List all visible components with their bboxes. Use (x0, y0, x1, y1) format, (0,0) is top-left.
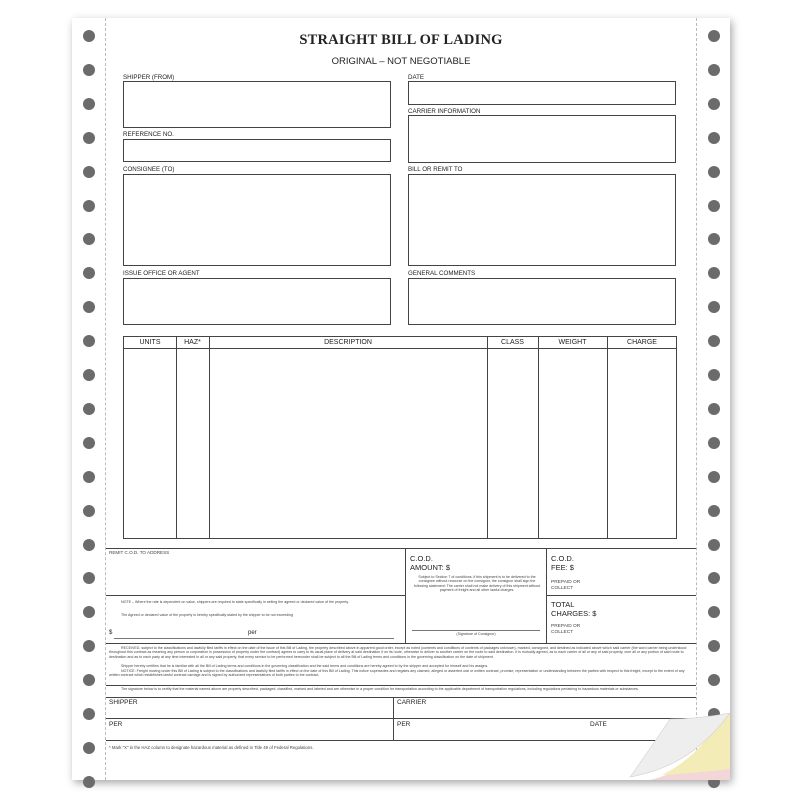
tractor-hole (83, 267, 95, 279)
tractor-hole (708, 437, 720, 449)
consignor-signature-line[interactable] (412, 630, 540, 631)
tractor-hole (83, 640, 95, 652)
received-text: RECEIVED, subject to the classifications and lawfully filed tariffs in effect on the date of the issue of this Bill of Lading, the property described above in apparent good order, except as noted (contents and conditions of contents of packages unknown), marked, consigned, and destined as indicated above which said carrier (the word carrier being understood throughout this contract as meaning any person or corporation in possession of property under the contract) agrees to carry to its usual place of delivery at said destination if on its route, otherwise to deliver to another carrier on the route to said destination. It is mutually agreed, as to each carrier of all or any of said property, over all or any portion of said route to destination and as to each party at any time interested in all or any said property, that every service to be performed hereunder shall be subject to all the Bill of Lading terms and conditions in the governing classification on the date of shipment. (109, 646, 687, 659)
collect-label-2: COLLECT (551, 630, 574, 635)
date-signature-label: DATE (590, 721, 607, 728)
tractor-hole (708, 166, 720, 178)
form-subtitle: ORIGINAL – NOT NEGOTIABLE (331, 56, 471, 67)
tractor-hole (708, 98, 720, 110)
note-agreed-text: The Agreed or declared value of the property is hereby specifically stated by the shipper to be not exceeding (121, 613, 294, 617)
date-label: DATE (408, 74, 425, 81)
tractor-hole (708, 369, 720, 381)
fee-bottom-rule (546, 595, 696, 596)
tractor-hole (83, 98, 95, 110)
consignor-signature-label: (Signature of Consignor) (456, 632, 496, 636)
signature-top-rule (106, 697, 696, 698)
cod-divider-1 (405, 548, 406, 643)
issue-office-label: ISSUE OFFICE OR AGENT (123, 270, 200, 277)
tractor-hole (708, 267, 720, 279)
cod-amount-label: AMOUNT: $ (410, 563, 451, 572)
carrier-info-label: CARRIER INFORMATION (408, 108, 481, 115)
table-header-rule (124, 348, 676, 349)
reference-field[interactable] (123, 139, 391, 162)
shipper-label: SHIPPER (FROM) (123, 74, 175, 81)
bill-remit-field[interactable] (408, 174, 676, 266)
tractor-hole (708, 539, 720, 551)
tractor-hole (83, 471, 95, 483)
reference-label: REFERENCE NO. (123, 131, 174, 138)
section7-text: Subject to Section 7 of conditions, if this shipment is to be delivered to the consignee without recourse on the consignor, the consignor shall sign the following statement: The carrier shall not make delivery of this shipment without payment of freight and all other lawful charges. (413, 575, 541, 593)
received-top-rule (106, 643, 696, 644)
tractor-hole (708, 606, 720, 618)
shipper-field[interactable] (123, 81, 391, 128)
prepaid-or-label-2: PREPAID OR (551, 624, 581, 629)
tractor-hole (83, 200, 95, 212)
signature-mid-rule (106, 718, 696, 719)
collect-label: COLLECT (551, 586, 574, 591)
col-divider (176, 337, 177, 538)
tractor-hole (83, 403, 95, 415)
consignee-field[interactable] (123, 174, 391, 266)
col-divider (209, 337, 210, 538)
col-divider (487, 337, 488, 538)
tractor-hole (708, 301, 720, 313)
col-divider (607, 337, 608, 538)
value-per-label: per (248, 630, 257, 636)
cod-top-rule (106, 548, 696, 549)
tractor-hole (708, 233, 720, 245)
tractor-hole (83, 776, 95, 788)
tractor-hole (708, 471, 720, 483)
tractor-strip-right (696, 18, 730, 780)
tractor-hole (83, 132, 95, 144)
col-divider (538, 337, 539, 538)
tractor-hole (708, 572, 720, 584)
tractor-hole (83, 539, 95, 551)
bill-of-lading-sheet (72, 18, 730, 780)
value-dollar-label: $ (109, 630, 113, 636)
col-header-units: UNITS (139, 339, 161, 346)
tractor-hole (83, 505, 95, 517)
tractor-hole (83, 335, 95, 347)
cod-fee-label: C.O.D. (551, 554, 574, 563)
prepaid-or-label: PREPAID OR (551, 580, 581, 585)
issue-office-field[interactable] (123, 278, 391, 325)
carrier-signature-label: CARRIER (397, 699, 427, 706)
col-header-class: CLASS (501, 339, 524, 346)
shipper-certifies-text: Shipper hereby certifies that he is familiar with all the Bill of Lading terms and conditions in the governing classification and the said terms and conditions are hereby agreed to by the shipper and accepted for himself and his assigns. (121, 664, 489, 668)
tractor-hole (83, 674, 95, 686)
tractor-hole (83, 606, 95, 618)
page-curl-copies (628, 713, 730, 780)
tractor-hole (708, 505, 720, 517)
signature-bottom-rule (106, 740, 696, 741)
form-title: STRAIGHT BILL OF LADING (299, 32, 503, 48)
tractor-hole (708, 132, 720, 144)
total-charges-label: CHARGES: $ (551, 609, 597, 618)
tractor-hole (83, 369, 95, 381)
bill-remit-label: BILL OR REMIT TO (408, 166, 463, 173)
col-header-weight: WEIGHT (558, 339, 587, 346)
per-carrier-label: PER (397, 721, 411, 728)
tractor-hole (83, 301, 95, 313)
tractor-hole (83, 708, 95, 720)
tractor-hole (708, 674, 720, 686)
tractor-hole (83, 742, 95, 754)
notice-text: NOTICE: Freight moving under this Bill of Lading is subject to the classifications and lawfully filed tariffs in effect on the date of this Bill of Lading. This notice supersedes and negates any claimed, alleged or asserted oral or written contract, promise, representation or understanding between the parties with respect to this freight, except to the extent of any written contract which establishes lawful contract carriage and is signed by authorized representatives of both parties to the contract. (109, 669, 685, 678)
general-comments-label: GENERAL COMMENTS (408, 270, 476, 277)
tractor-hole (708, 640, 720, 652)
items-table (123, 336, 677, 539)
col-header-charge: CHARGE (627, 339, 657, 346)
tractor-hole (83, 166, 95, 178)
tractor-hole (83, 437, 95, 449)
cod-label: C.O.D. (410, 554, 433, 563)
signature-certify-text: The signature below is to certify that the material named above are properly described, packaged, classified, marked and labeled and are otherwise in a proper condition for transportation according to the applicable department of transportation regulations, including regulations pertaining to hazardous materials or substances. (121, 687, 639, 691)
signature-divider (393, 697, 394, 741)
general-comments-field[interactable] (408, 278, 676, 325)
remit-bottom-rule (106, 595, 405, 596)
tractor-hole (708, 403, 720, 415)
tractor-hole (708, 200, 720, 212)
date-field[interactable] (408, 81, 676, 105)
consignee-label: CONSIGNEE (TO) (123, 166, 175, 173)
tractor-hole (83, 572, 95, 584)
haz-footnote: * Mark "X" in the HAZ column to designate hazardous material as defined in Title 49 of Federal Regulations. (109, 745, 314, 750)
declared-value-line[interactable] (114, 638, 394, 639)
tractor-hole (708, 335, 720, 347)
tractor-strip-left (72, 18, 106, 780)
shipper-signature-label: SHIPPER (109, 699, 138, 706)
total-label: TOTAL (551, 600, 575, 609)
tractor-hole (83, 233, 95, 245)
fee-label: FEE: $ (551, 563, 574, 572)
remit-cod-address-label: REMIT C.O.D. TO ADDRESS (109, 550, 170, 555)
note-rate-text: NOTE – Where the rate is dependent on value, shippers are required to state specifically in writing the agreed or declared value of the property. (121, 600, 349, 604)
certify-top-rule (106, 685, 696, 686)
carrier-info-field[interactable] (408, 115, 676, 163)
col-header-haz: HAZ* (184, 339, 201, 346)
col-header-description: DESCRIPTION (324, 339, 372, 346)
per-shipper-label: PER (109, 721, 123, 728)
